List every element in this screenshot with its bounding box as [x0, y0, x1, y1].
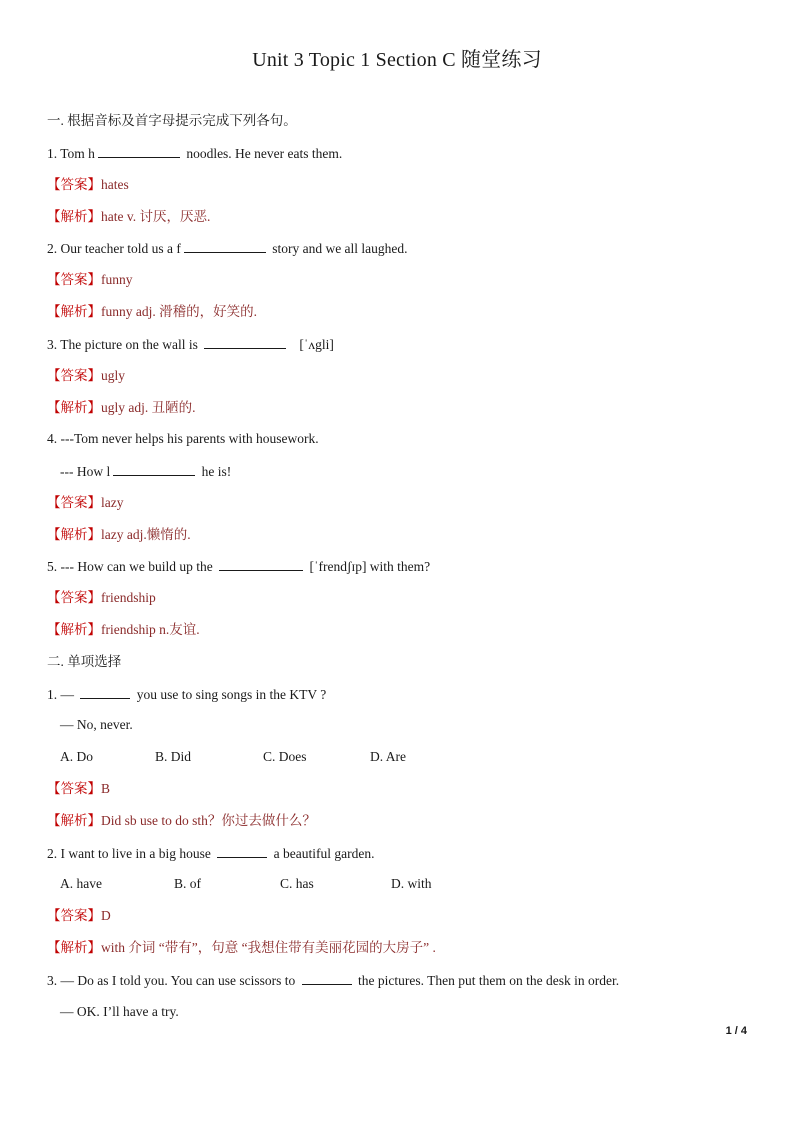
s1-q4-explain — [47, 525, 191, 545]
explain-tag: 【解析】 — [47, 304, 101, 319]
answer-tag: 【答案】 — [47, 177, 101, 192]
answer-tag: 【答案】 — [47, 368, 101, 383]
s2-q1-question — [47, 684, 326, 705]
s1-q5-post: [ˈfrendʃɪp] with them? — [306, 559, 431, 574]
s1-q4-blank[interactable] — [113, 461, 195, 476]
s2-q2-pre: 2. I want to live in a big house — [47, 846, 215, 861]
s2-q2-option-d[interactable]: D. with — [391, 876, 432, 891]
answer-tag: 【答案】 — [47, 590, 101, 605]
s1-q5-question — [47, 556, 430, 577]
s2-q2-explain — [47, 938, 436, 958]
s1-q1-question — [47, 143, 342, 164]
s1-q2-question — [47, 238, 408, 259]
s2-q2-post: a beautiful garden. — [270, 846, 375, 861]
s1-q4-post: he is! — [198, 464, 232, 479]
explain-text: friendship n.友谊. — [101, 622, 200, 637]
s2-q1-option-a[interactable]: A. Do — [60, 749, 93, 764]
s2-q2-option-a[interactable]: A. have — [60, 876, 102, 891]
s1-q2-explain — [47, 302, 257, 322]
answer-text: friendship — [101, 590, 156, 605]
s2-q2-option-c[interactable]: C. has — [280, 876, 314, 891]
answer-tag: 【答案】 — [47, 495, 101, 510]
s2-q2-option-b[interactable]: B. of — [174, 876, 201, 891]
s1-q1-blank[interactable] — [98, 143, 180, 158]
s1-q5-pre: 5. --- How can we build up the — [47, 559, 217, 574]
s1-q4-question — [60, 461, 231, 482]
answer-text: funny — [101, 272, 133, 287]
explain-text: Did sb use to do sth？你过去做什么？ — [101, 813, 316, 828]
s2-q3-post: the pictures. Then put them on the desk in order. — [354, 973, 620, 988]
s1-q1-explain — [47, 207, 210, 227]
s2-q1-option-d[interactable]: D. Are — [370, 749, 406, 764]
section1-heading: 一. 根据音标及首字母提示完成下列各句。 — [47, 113, 297, 128]
s2-q1-answer — [47, 779, 110, 799]
explain-tag: 【解析】 — [47, 400, 101, 415]
answer-text: B — [101, 781, 111, 796]
s1-q3-pre: 3. The picture on the wall is — [47, 337, 202, 352]
s1-q5-explain — [47, 620, 200, 640]
answer-text: hates — [101, 177, 129, 192]
s2-q3-reply: — OK. I’ll have a try. — [60, 1004, 179, 1019]
s1-q3-answer — [47, 366, 125, 386]
answer-tag: 【答案】 — [47, 908, 101, 923]
s2-q3-pre: 3. — Do as I told you. You can use scissors to — [47, 973, 299, 988]
explain-text: funny adj. 滑稽的，好笑的. — [101, 304, 257, 319]
s1-q1-answer — [47, 175, 129, 195]
s1-q2-blank[interactable] — [184, 238, 266, 253]
answer-text: D — [101, 908, 111, 923]
s1-q1-pre: 1. Tom h — [47, 146, 95, 161]
explain-tag: 【解析】 — [47, 527, 101, 542]
s1-q2-answer — [47, 270, 133, 290]
s1-q5-blank[interactable] — [219, 556, 303, 571]
s1-q3-explain — [47, 398, 196, 418]
explain-text: with 介词 “带有”，句意 “我想住带有美丽花园的大房子” . — [101, 940, 436, 955]
page-number: 1 / 4 — [725, 1025, 747, 1037]
s2-q1-post: you use to sing songs in the KTV ? — [133, 687, 327, 702]
explain-text: hate v. 讨厌，厌恶. — [101, 209, 211, 224]
s2-q1-option-c[interactable]: C. Does — [263, 749, 307, 764]
explain-tag: 【解析】 — [47, 622, 101, 637]
s2-q1-option-b[interactable]: B. Did — [155, 749, 192, 764]
answer-tag: 【答案】 — [47, 781, 101, 796]
s1-q4-answer — [47, 493, 124, 513]
s1-q2-pre: 2. Our teacher told us a f — [47, 241, 181, 256]
answer-tag: 【答案】 — [47, 272, 101, 287]
explain-tag: 【解析】 — [47, 940, 101, 955]
s1-q3-blank[interactable] — [204, 334, 286, 349]
s1-q1-post: noodles. He never eats them. — [182, 146, 343, 161]
s2-q1-pre: 1. — — [47, 687, 78, 702]
s2-q1-blank[interactable] — [80, 684, 130, 699]
s1-q5-answer — [47, 588, 156, 608]
s2-q1-reply: — No, never. — [60, 717, 133, 732]
s1-q4-pre: --- How l — [60, 464, 111, 479]
s1-q4-line1: 4. ---Tom never helps his parents with housework. — [47, 431, 319, 446]
answer-text: lazy — [101, 495, 124, 510]
s2-q3-blank[interactable] — [302, 970, 352, 985]
explain-text: ugly adj. 丑陋的. — [101, 400, 196, 415]
s1-q2-post: story and we all laughed. — [268, 241, 408, 256]
s2-q1-explain — [47, 811, 316, 831]
s2-q3-question — [47, 970, 619, 991]
s1-q3-question — [47, 334, 334, 355]
s2-q2-answer — [47, 906, 111, 926]
explain-tag: 【解析】 — [47, 209, 101, 224]
explain-text: lazy adj.懒惰的. — [101, 527, 191, 542]
section2-heading: 二. 单项选择 — [47, 654, 122, 669]
page-title: Unit 3 Topic 1 Section C 随堂练习 — [252, 49, 542, 71]
answer-text: ugly — [101, 368, 126, 383]
s2-q2-blank[interactable] — [217, 843, 267, 858]
explain-tag: 【解析】 — [47, 813, 101, 828]
s1-q3-post: [ˈʌgli] — [289, 337, 334, 352]
s2-q2-question — [47, 843, 374, 864]
